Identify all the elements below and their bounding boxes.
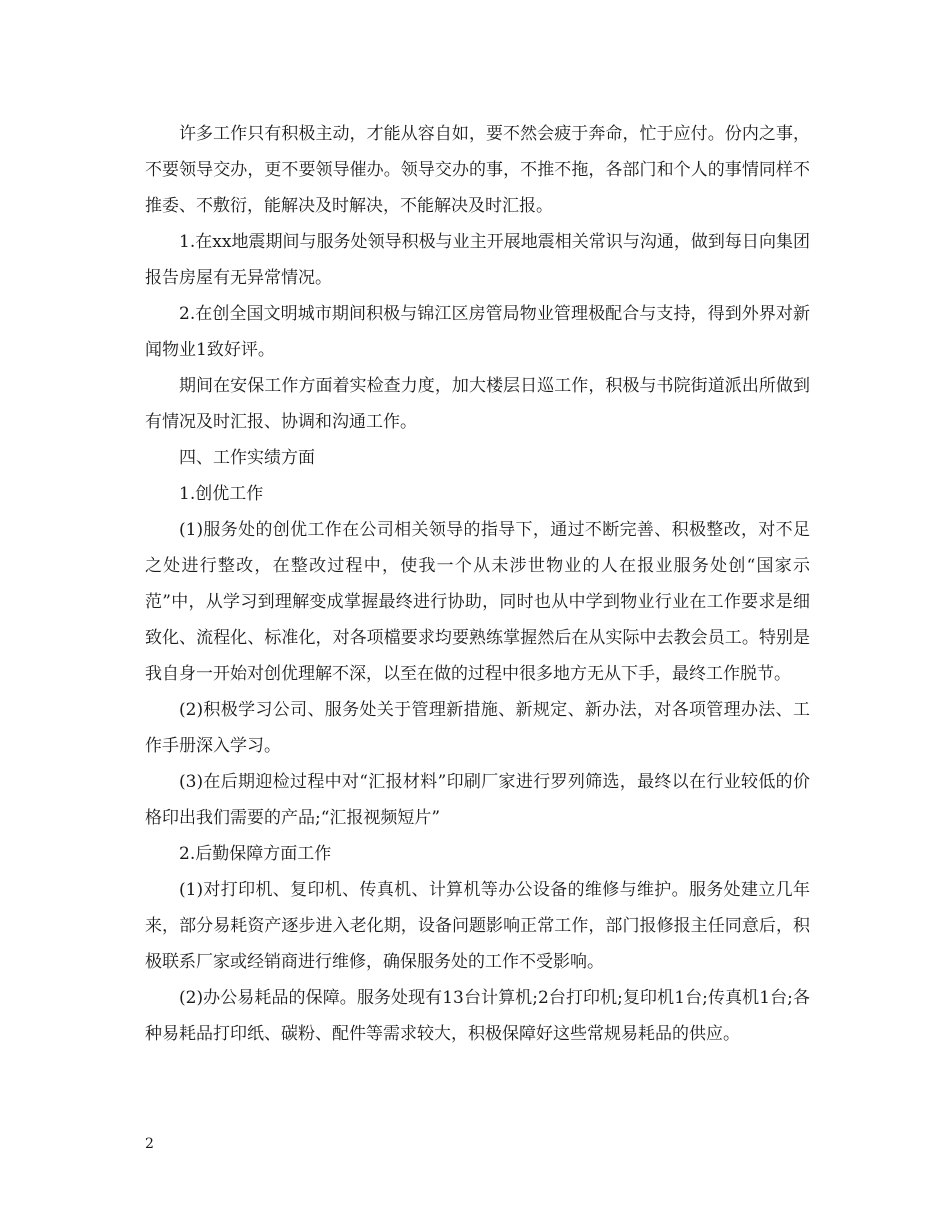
paragraph-12: (2)办公易耗品的保障。服务处现有13台计算机;2台打印机;复印机1台;传真机1台;各种易耗品打印纸、碳粉、配件等需求较大，积极保障好这些常规易耗品的供应。	[145, 988, 810, 1044]
paragraph-3: 2.在创全国文明城市期间积极与锦江区房管局物业管理极配合与支持，得到外界对新闻物业1致好评。	[145, 304, 810, 360]
paragraph-2: 1.在xx地震期间与服务处领导积极与业主开展地震相关常识与沟通，做到每日向集团报告房屋有无异常情况。	[145, 232, 810, 288]
section-heading: 四、工作实绩方面	[179, 448, 315, 468]
paragraph-7: (1)服务处的创优工作在公司相关领导的指导下，通过不断完善、积极整改，对不足之处进行整改，在整改过程中，使我一个从未涉世物业的人在报业服务处创“国家示范”中，从学习到理解变成掌握最终进行协助，同时也从中学到物业行业在工作要求是细致化、流程化、标准化，对各项檔要求均要熟练掌握然后在从实际中去教会员工。特别是我自身一开始对创优理解不深，以至在做的过程中很多地方无从下手，最终工作脱节。	[145, 520, 810, 684]
paragraph-1: 许多工作只有积极主动，才能从容自如，要不然会疲于奔命，忙于应付。份内之事，不要领导交办，更不要领导催办。领导交办的事，不推不拖，各部门和个人的事情同样不推委、不敷衍，能解决及时解决，不能解决及时汇报。	[145, 124, 810, 216]
paragraph-8: (2)积极学习公司、服务处关于管理新措施、新规定、新办法，对各项管理办法、工作手册深入学习。	[145, 700, 810, 756]
document-body	[145, 116, 810, 1052]
paragraph-11: (1)对打印机、复印机、传真机、计算机等办公设备的维修与维护。服务处建立几年来，部分易耗资产逐步进入老化期，设备问题影响正常工作，部门报修报主任同意后，积极联系厂家或经销商进行维修，确保服务处的工作不受影响。	[145, 880, 810, 972]
subsection-heading-2: 2.后勤保障方面工作	[179, 844, 332, 864]
paragraph-9: (3)在后期迎检过程中对“汇报材料”印刷厂家进行罗列筛选，最终以在行业较低的价格印出我们需要的产品;“汇报视频短片”	[145, 772, 810, 828]
subsection-heading-1: 1.创优工作	[179, 484, 264, 504]
page-number: 2	[145, 1136, 154, 1152]
paragraph-4: 期间在安保工作方面着实检查力度，加大楼层日巡工作，积极与书院街道派出所做到有情况及时汇报、协调和沟通工作。	[145, 376, 810, 432]
